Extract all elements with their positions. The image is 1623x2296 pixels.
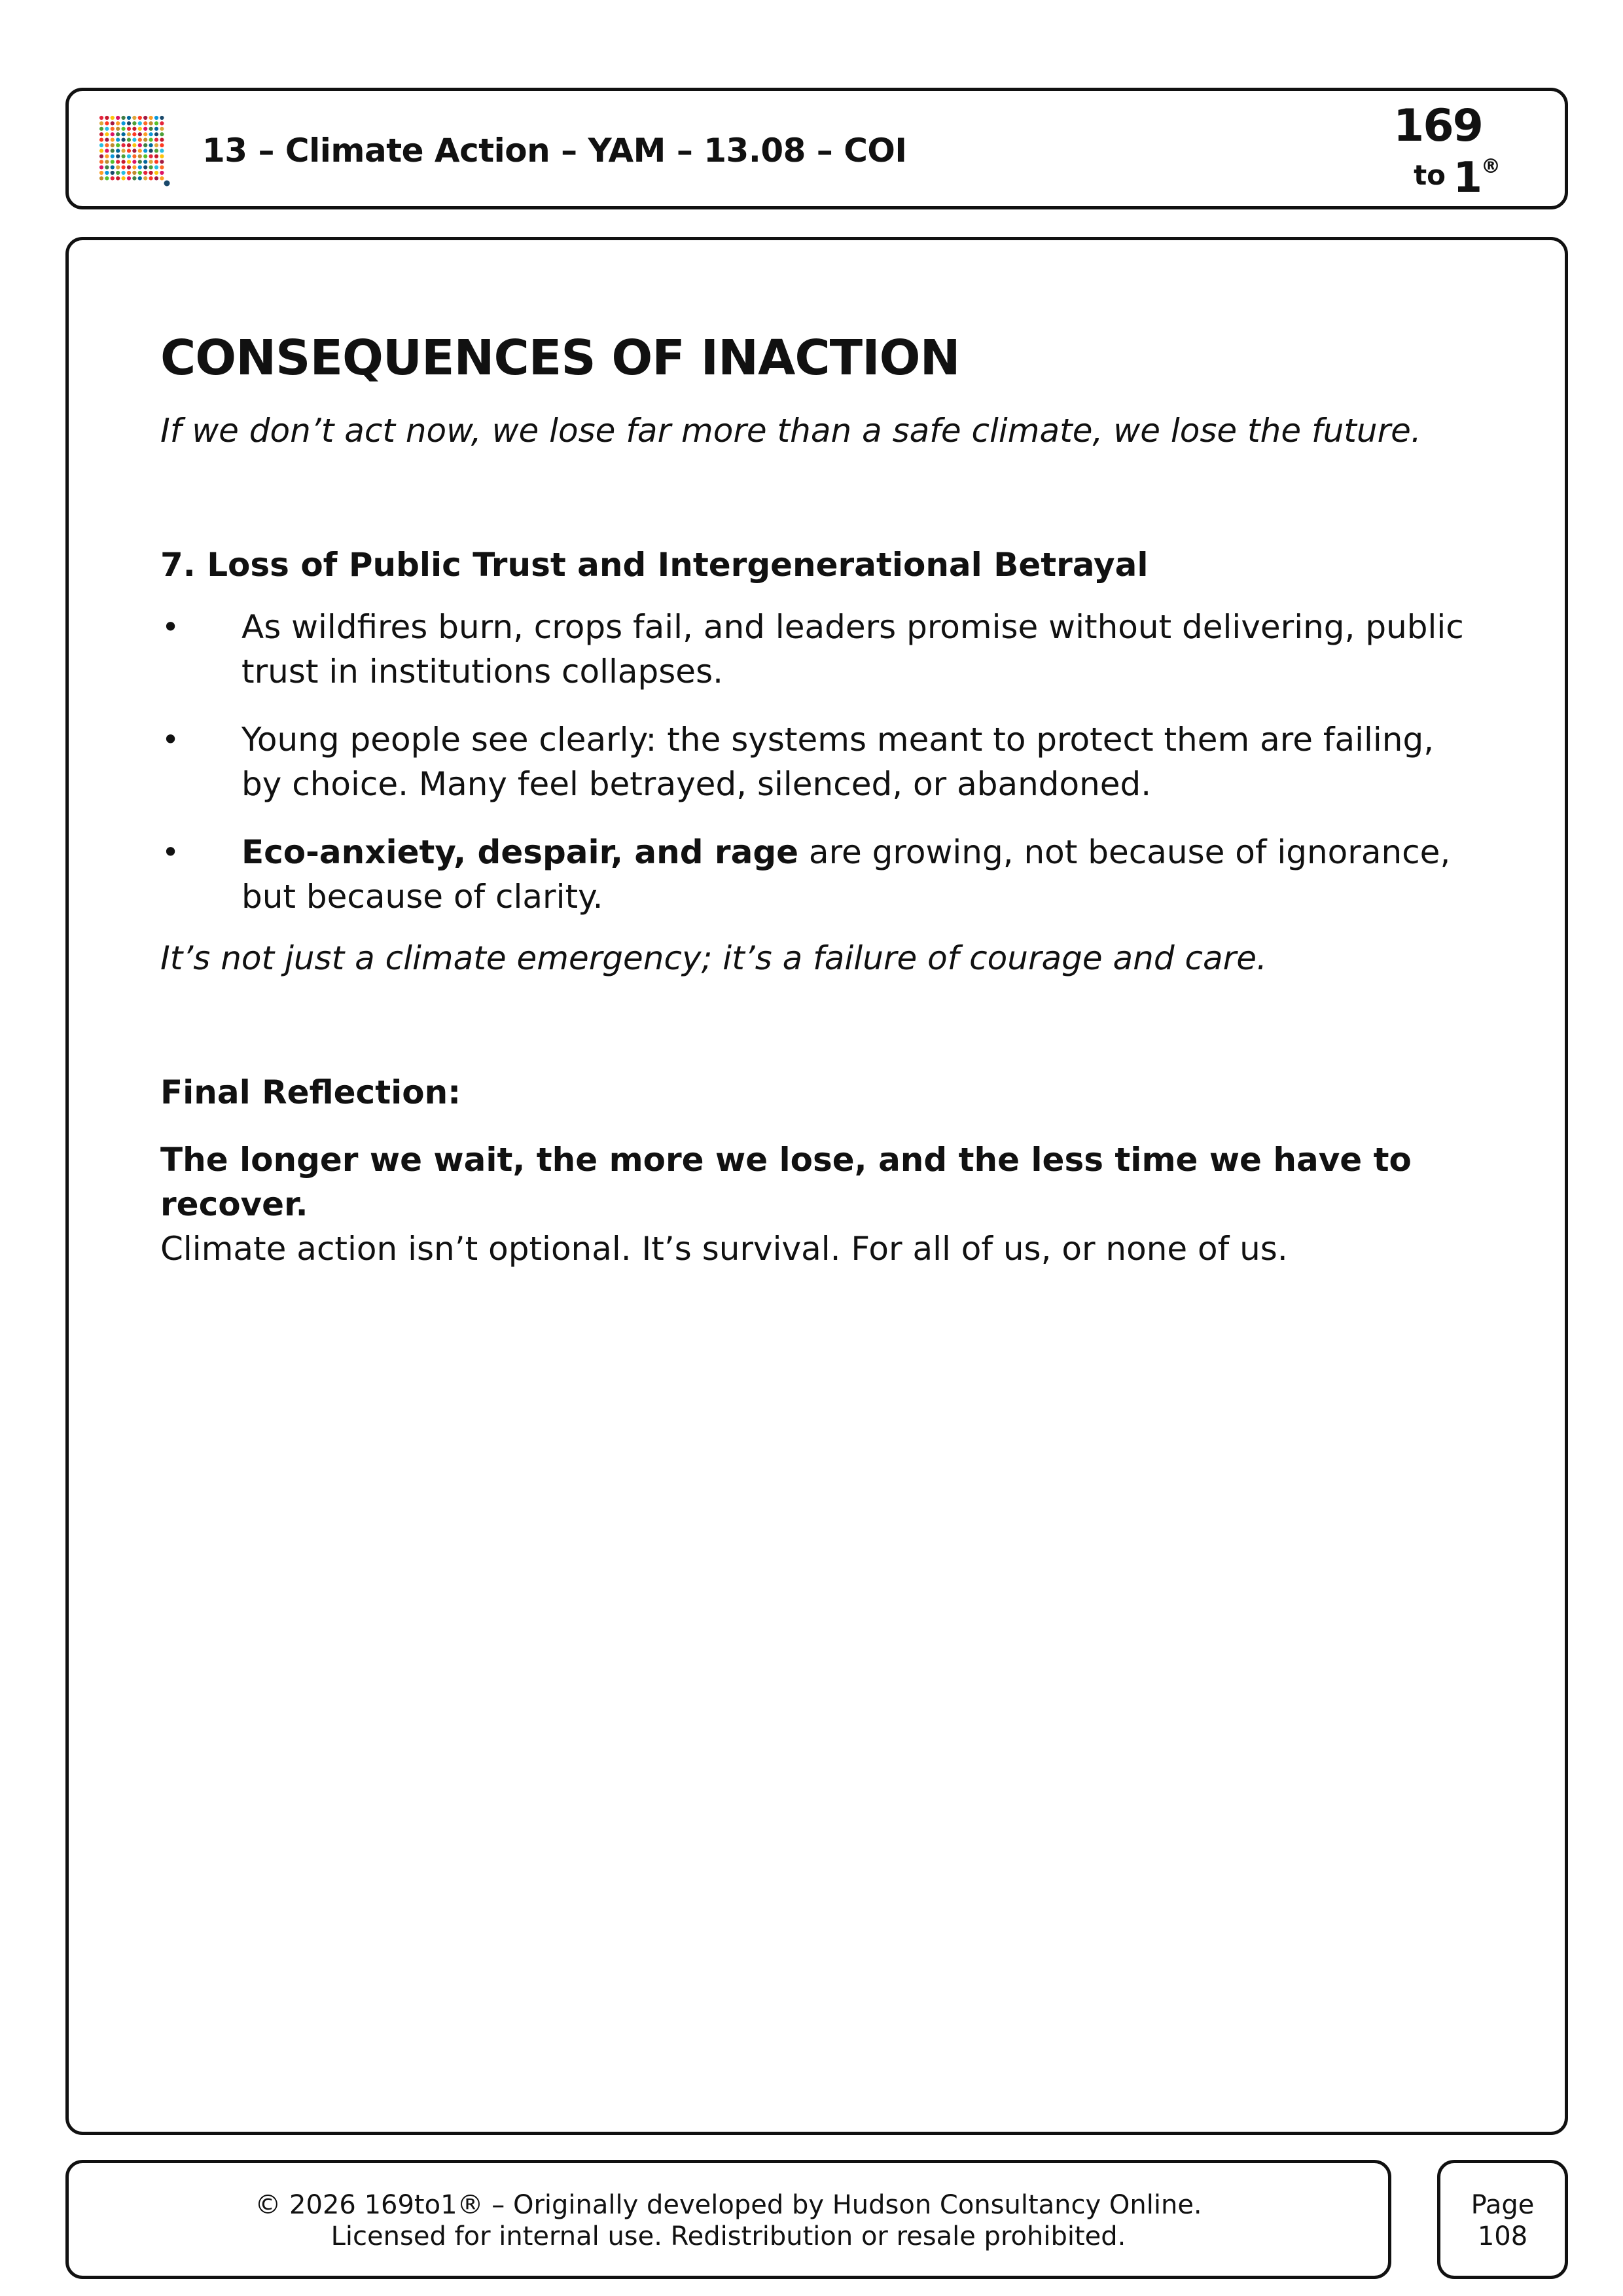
logo-dot: [99, 166, 103, 170]
logo-dot: [116, 171, 120, 175]
bullet-icon: •: [162, 609, 180, 645]
logo-dot: [154, 149, 158, 152]
logo-dot: [154, 154, 158, 158]
logo-dot: [132, 121, 136, 125]
logo-dot: [160, 116, 164, 120]
logo-dot: [116, 176, 120, 180]
page-footer: [65, 2160, 1391, 2279]
page-header: [65, 88, 1568, 209]
logo-dot: [149, 166, 153, 170]
logo-dot: [138, 171, 142, 175]
logo-dot: [111, 176, 115, 180]
logo-dot: [138, 176, 142, 180]
logo-dot: [143, 143, 147, 147]
logo-dot: [127, 149, 131, 152]
logo-dot: [132, 160, 136, 164]
logo-dot: [105, 154, 109, 158]
bullet-list: [160, 605, 1469, 919]
page-number: 108: [1477, 2221, 1528, 2251]
final-reflection-bold: The longer we wait, the more we lose, and the less time we have to recover.: [160, 1140, 1412, 1223]
logo-dot: [105, 138, 109, 142]
final-reflection-body: Climate action isn’t optional. It’s survival. For all of us, or none of us.: [160, 1229, 1288, 1268]
logo-dot: [116, 127, 120, 131]
section-closing-line: It’s not just a climate emergency; it’s a failure of courage and care.: [160, 939, 1267, 977]
logo-dot: [149, 143, 153, 147]
logo-dot: [149, 154, 153, 158]
brand-mark: [1391, 95, 1508, 206]
logo-dot: [116, 132, 120, 136]
logo-dot: [99, 116, 103, 120]
logo-dot: [127, 121, 131, 125]
bullet-bold-text: Eco-anxiety, despair, and rage: [241, 833, 799, 871]
logo-dot: [143, 154, 147, 158]
logo-dot: [132, 132, 136, 136]
logo-dot: [99, 138, 103, 142]
logo-dot: [111, 121, 115, 125]
logo-dot: [127, 127, 131, 131]
logo-dot: [111, 149, 115, 152]
logo-dot: [122, 149, 126, 152]
logo-dot: [127, 116, 131, 120]
page-number-lines: [1440, 2189, 1565, 2252]
logo-dot: [138, 116, 142, 120]
logo-dot: [160, 166, 164, 170]
logo-dot: [138, 149, 142, 152]
logo-dot: [105, 121, 109, 125]
logo-dot: [149, 160, 153, 164]
bullet-text: are growing, not because of ignorance, but because of clarity.: [241, 833, 1451, 916]
logo-dot: [154, 171, 158, 175]
page-label: Page: [1471, 2190, 1535, 2220]
logo-dot: [160, 176, 164, 180]
bullet-text: Young people see clearly: the systems meant to protect them are failing, by choice. Many feel betrayed, silenced, or abandoned.: [241, 720, 1435, 803]
logo-dot: [154, 143, 158, 147]
logo-dot: [111, 171, 115, 175]
logo-dot: [154, 127, 158, 131]
logo-dot: [116, 154, 120, 158]
logo-dot: [127, 132, 131, 136]
logo-dot: [138, 132, 142, 136]
logo-dot: [116, 116, 120, 120]
logo-dot: [160, 154, 164, 158]
logo-dot: [149, 116, 153, 120]
sdg-dots-logo-icon: [98, 114, 171, 187]
logo-dot: [105, 176, 109, 180]
logo-dot: [122, 138, 126, 142]
logo-dot: [138, 166, 142, 170]
logo-dot: [122, 166, 126, 170]
logo-dot: [143, 160, 147, 164]
logo-dot: [160, 138, 164, 142]
logo-dot: [105, 116, 109, 120]
logo-dot: [111, 116, 115, 120]
logo-dot: [154, 176, 158, 180]
logo-dot: [127, 176, 131, 180]
logo-dot: [111, 154, 115, 158]
logo-accent-dot: [164, 181, 170, 187]
logo-dot: [105, 166, 109, 170]
logo-dot: [154, 132, 158, 136]
document-body: [160, 329, 1469, 1271]
logo-dot: [143, 171, 147, 175]
logo-dot: [149, 149, 153, 152]
logo-dot: [160, 127, 164, 131]
logo-dot: [160, 121, 164, 125]
logo-dot: [116, 121, 120, 125]
footer-line-1: © 2026 169to1® – Originally developed by Hudson Consultancy Online.: [255, 2190, 1202, 2220]
logo-dot: [122, 121, 126, 125]
page-subtitle: If we don’t act now, we lose far more than a safe climate, we lose the future.: [160, 411, 1421, 450]
logo-dot: [143, 149, 147, 152]
logo-dot: [127, 171, 131, 175]
logo-dot: [132, 127, 136, 131]
logo-dot: [143, 176, 147, 180]
brand-registered-mark: ®: [1481, 155, 1501, 178]
logo-dot: [132, 143, 136, 147]
logo-dot: [105, 160, 109, 164]
logo-dot: [160, 143, 164, 147]
final-reflection-text: [160, 1138, 1469, 1271]
main-content-panel: [65, 237, 1568, 2135]
logo-dot: [105, 149, 109, 152]
logo-dot: [132, 171, 136, 175]
logo-dot: [138, 154, 142, 158]
logo-dot: [116, 166, 120, 170]
logo-dot: [149, 171, 153, 175]
logo-dot: [143, 138, 147, 142]
logo-dot: [105, 127, 109, 131]
logo-dot: [99, 154, 103, 158]
logo-dot: [143, 166, 147, 170]
logo-dot: [99, 132, 103, 136]
brand-number: 169: [1393, 100, 1482, 152]
logo-dot: [99, 171, 103, 175]
logo-dot: [122, 171, 126, 175]
final-reflection-heading: Final Reflection:: [160, 1073, 461, 1111]
logo-dot: [132, 116, 136, 120]
logo-dot: [116, 160, 120, 164]
logo-dot: [105, 132, 109, 136]
logo-dot: [116, 143, 120, 147]
logo-dot: [111, 127, 115, 131]
logo-dot: [122, 176, 126, 180]
page-title: CONSEQUENCES OF INACTION: [160, 330, 960, 386]
logo-dot: [132, 154, 136, 158]
logo-dot: [122, 127, 126, 131]
logo-dot: [122, 154, 126, 158]
brand-one: 1: [1453, 154, 1482, 202]
section-heading: 7. Loss of Public Trust and Intergenerational Betrayal: [160, 545, 1149, 584]
logo-dot: [105, 171, 109, 175]
logo-dot: [160, 149, 164, 152]
footer-copyright: [69, 2189, 1388, 2252]
logo-dot: [138, 160, 142, 164]
logo-dot: [111, 138, 115, 142]
logo-dot: [132, 149, 136, 152]
logo-dot: [138, 127, 142, 131]
logo-dot: [111, 160, 115, 164]
logo-dot: [127, 143, 131, 147]
logo-dot: [149, 132, 153, 136]
bullet-item: [160, 717, 1469, 806]
brand-to: to: [1414, 159, 1446, 191]
logo-dot: [160, 160, 164, 164]
logo-dot: [111, 143, 115, 147]
logo-dot: [132, 138, 136, 142]
logo-dot: [99, 127, 103, 131]
logo-dot: [105, 143, 109, 147]
logo-dot: [122, 160, 126, 164]
logo-dot: [99, 176, 103, 180]
logo-dot: [143, 116, 147, 120]
logo-dot: [143, 121, 147, 125]
footer-line-2: Licensed for internal use. Redistribution or resale prohibited.: [330, 2221, 1126, 2251]
logo-dot: [99, 143, 103, 147]
logo-dot: [154, 116, 158, 120]
logo-dot: [127, 154, 131, 158]
logo-dot: [116, 149, 120, 152]
bullet-item: [160, 830, 1469, 919]
logo-dot: [154, 138, 158, 142]
logo-dot: [149, 121, 153, 125]
logo-dot: [122, 116, 126, 120]
logo-dot: [138, 143, 142, 147]
logo-dot: [122, 143, 126, 147]
logo-dot: [127, 138, 131, 142]
logo-dot: [116, 138, 120, 142]
logo-dot: [111, 132, 115, 136]
bullet-icon: •: [162, 721, 180, 757]
bullet-icon: •: [162, 834, 180, 870]
logo-dot: [143, 127, 147, 131]
logo-dot: [138, 121, 142, 125]
logo-dot: [154, 121, 158, 125]
logo-dot: [127, 166, 131, 170]
logo-dot: [149, 176, 153, 180]
logo-dot: [132, 176, 136, 180]
logo-dot: [122, 132, 126, 136]
logo-dot: [149, 138, 153, 142]
logo-dot: [111, 166, 115, 170]
logo-dot: [138, 138, 142, 142]
logo-dot: [132, 166, 136, 170]
logo-dot: [154, 160, 158, 164]
logo-dot: [99, 149, 103, 152]
logo-dot: [149, 127, 153, 131]
header-title: 13 – Climate Action – YAM – 13.08 – COI: [202, 132, 907, 170]
logo-dot: [127, 160, 131, 164]
logo-dot: [160, 132, 164, 136]
logo-dot: [143, 132, 147, 136]
logo-dot: [99, 121, 103, 125]
bullet-item: [160, 605, 1469, 694]
bullet-text: As wildfires burn, crops fail, and leaders promise without delivering, public trust in institutions collapses.: [241, 607, 1464, 691]
logo-dot: [154, 166, 158, 170]
logo-dot: [160, 171, 164, 175]
logo-dot: [99, 160, 103, 164]
page-number-box: [1437, 2160, 1568, 2279]
